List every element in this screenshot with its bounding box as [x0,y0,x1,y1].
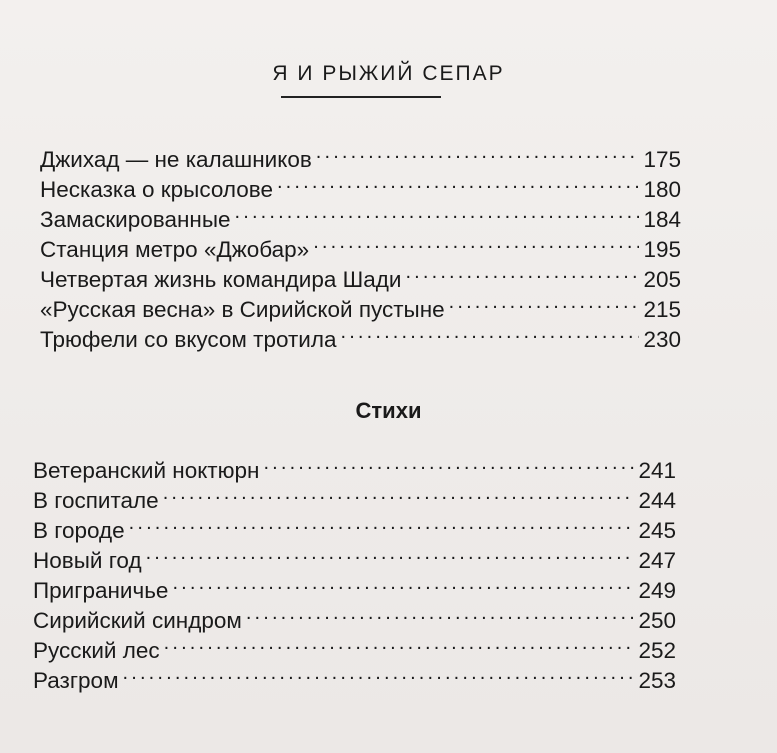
toc-entry-page: 184 [643,207,681,232]
dot-leader [119,658,635,688]
toc-entry-page: 245 [638,518,676,543]
dot-leader [337,317,640,347]
dot-leader [242,598,635,628]
toc-entry-title: В городе [33,518,125,543]
toc-entry [33,508,676,543]
dot-leader [159,478,635,508]
toc-entry-page: 230 [643,327,681,352]
toc-entry-page: 205 [643,267,681,292]
toc-entry [33,658,676,693]
toc-entry-title: Ветеранский ноктюрн [33,458,260,483]
dot-leader [160,628,635,658]
toc-entry-title: Трюфели со вкусом тротила [40,327,337,352]
toc-entry-title: Несказка о крысолове [40,177,273,202]
dot-leader [259,448,634,478]
toc-entry-page: 195 [643,237,681,262]
toc-entry-title: Сирийский синдром [33,608,242,633]
toc-entry [33,538,676,573]
toc-entry-page: 249 [638,578,676,603]
toc-entry-page: 215 [643,297,681,322]
toc-entry-title: Замаскированные [40,207,231,232]
dot-leader [401,257,639,287]
toc-entry-title: «Русская весна» в Сирийской пустыне [40,297,445,322]
toc-entry-title: Джихад — не калашников [40,147,312,172]
toc-entry-page: 253 [638,668,676,693]
toc-entry [33,448,676,483]
title-underline [281,96,441,98]
toc-entry-title: В госпитале [33,488,159,513]
dot-leader [142,538,635,568]
dot-leader [309,227,639,257]
dot-leader [445,287,640,317]
toc-entry-title: Новый год [33,548,142,573]
toc-entry-page: 252 [638,638,676,663]
toc-entry-page: 244 [638,488,676,513]
dot-leader [273,167,639,197]
toc-entry-title: Разгром [33,668,119,693]
toc-entry-title: Станция метро «Джобар» [40,237,310,262]
table-of-contents-poems [33,448,676,693]
dot-leader [125,508,635,538]
toc-entry-page: 180 [643,177,681,202]
toc-entry-title: Русский лес [33,638,160,663]
dot-leader [231,197,640,227]
poems-section-title: Стихи [355,398,422,423]
dot-leader [168,568,634,598]
table-of-contents-prose [40,137,681,352]
section-title: Я И РЫЖИЙ СЕПАР [272,62,505,85]
toc-entry-title: Четвертая жизнь командира Шади [40,267,402,292]
toc-entry-page: 247 [638,548,676,573]
toc-entry-title: Приграничье [33,578,169,603]
toc-entry-page: 175 [643,147,681,172]
toc-entry-page: 241 [638,458,676,483]
toc-entry [40,137,681,172]
dot-leader [312,137,640,167]
toc-entry-page: 250 [638,608,676,633]
